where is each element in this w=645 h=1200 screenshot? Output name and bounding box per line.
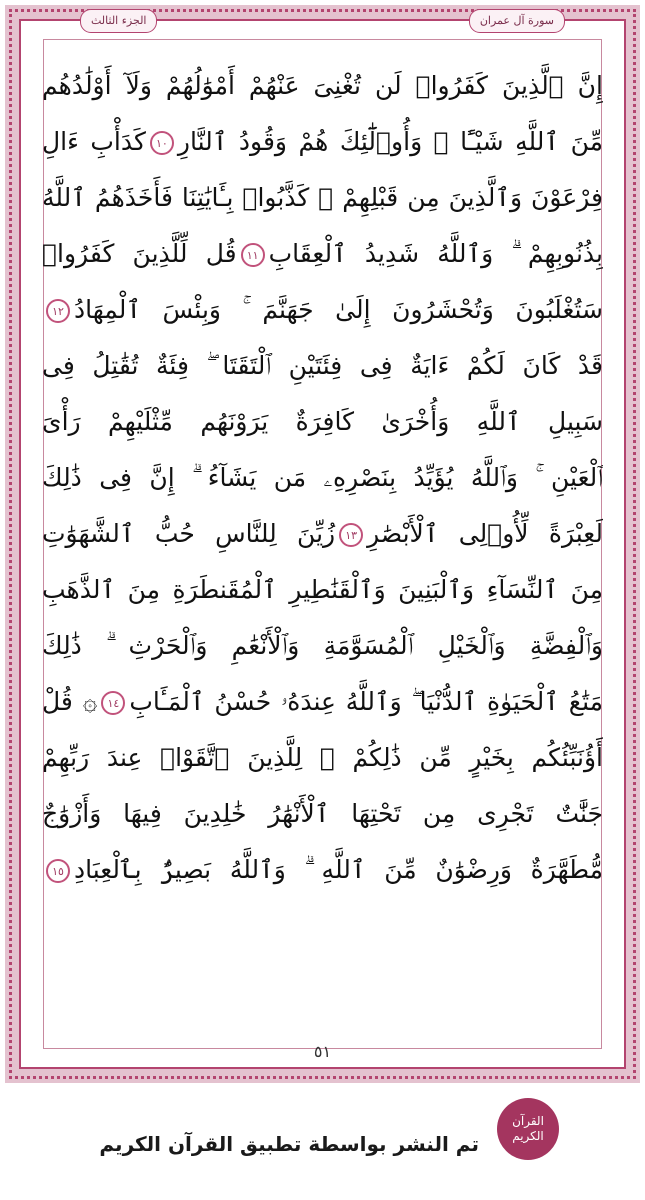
verse-text: بِذُنُوبِهِمْ ۗ وَٱللَّهُ شَدِيدُ ٱلْعِقَابِ <box>268 239 603 268</box>
verse-line <box>42 450 603 506</box>
verse-line <box>42 674 603 730</box>
verse-text: مُّطَهَّرَةٌ وَرِضْوَٰنٌ مِّنَ ٱللَّهِ ۗ وَٱللَّهُ بَصِيرٌۢ بِٱلْعِبَادِ <box>74 855 603 884</box>
verse-text: أَؤُنَبِّئُكُم بِخَيْرٍ مِّن ذَٰلِكُمْ ۚ لِلَّذِينَ ٱتَّقَوْا۟ عِندَ رَبِّهِمْ <box>42 743 603 772</box>
verse-text-continued: ۞ قُلْ <box>42 687 98 716</box>
verse-text: جَنَّٰتٌ تَجْرِى مِن تَحْتِهَا ٱلْأَنْهَٰرُ خَٰلِدِينَ فِيهَا وَأَزْوَٰجٌ <box>42 799 603 828</box>
verse-text: فِرْعَوْنَ وَٱلَّذِينَ مِن قَبْلِهِمْ ۚ كَذَّبُوا۟ بِـَٔايَٰتِنَا فَأَخَذَهُمُ ٱللَّهُ <box>42 183 603 212</box>
verse-line <box>42 282 603 338</box>
verse-text: وَٱلْفِضَّةِ وَٱلْخَيْلِ ٱلْمُسَوَّمَةِ وَٱلْأَنْعَٰمِ وَٱلْحَرْثِ ۗ ذَٰلِكَ <box>42 631 603 660</box>
verse-text: مَتَٰعُ ٱلْحَيَوٰةِ ٱلدُّنْيَا ۖ وَٱللَّهُ عِندَهُۥ حُسْنُ ٱلْمَـَٔابِ <box>129 687 603 716</box>
verse-line <box>42 114 603 170</box>
verse-text-continued: زُيِّنَ لِلنَّاسِ حُبُّ ٱلشَّهَوَٰتِ <box>42 519 336 548</box>
juz-label: الجزء الثالث <box>80 9 157 33</box>
quran-app-logo-icon[interactable] <box>497 1098 559 1160</box>
verse-line <box>42 562 603 618</box>
verse-text: ٱلْعَيْنِ ۚ وَٱللَّهُ يُؤَيِّدُ بِنَصْرِهِۦ مَن يَشَآءُ ۗ إِنَّ فِى ذَٰلِكَ <box>42 463 603 492</box>
verse-text: مِنَ ٱلنِّسَآءِ وَٱلْبَنِينَ وَٱلْقَنَٰطِيرِ ٱلْمُقَنطَرَةِ مِنَ ٱلذَّهَبِ <box>42 575 603 604</box>
verse-text: سَتُغْلَبُونَ وَتُحْشَرُونَ إِلَىٰ جَهَنَّمَ ۚ وَبِئْسَ ٱلْمِهَادُ <box>74 295 603 324</box>
verse-line <box>42 58 603 114</box>
page-number: ٥١ <box>313 1042 332 1061</box>
verse-line <box>42 842 603 898</box>
logo-line-2: الكريم <box>512 1129 544 1143</box>
verse-text-continued: قُل لِّلَّذِينَ كَفَرُوا۟ <box>42 239 237 268</box>
verse-line <box>42 338 603 394</box>
footer-text: تم النشر بواسطة تطبيق القرآن الكريم <box>99 1132 479 1156</box>
ayah-number-marker: ١٢ <box>46 299 70 323</box>
verse-line <box>42 394 603 450</box>
verse-text: سَبِيلِ ٱللَّهِ وَأُخْرَىٰ كَافِرَةٌ يَرَوْنَهُم مِّثْلَيْهِمْ رَأْىَ <box>42 407 603 436</box>
page-header <box>80 9 565 33</box>
ayah-number-marker: ١٣ <box>339 523 363 547</box>
logo-line-1: القرآن <box>512 1114 544 1128</box>
surah-label: سورة آل عمران <box>469 9 565 33</box>
verse-line <box>42 730 603 786</box>
verses-block <box>42 58 603 898</box>
verse-text: لَعِبْرَةً لِّأُو۟لِى ٱلْأَبْصَٰرِ <box>367 519 603 548</box>
verse-line <box>42 170 603 226</box>
verse-line <box>42 618 603 674</box>
ayah-number-marker: ١٥ <box>46 859 70 883</box>
verse-line <box>42 786 603 842</box>
verse-text: مِّنَ ٱللَّهِ شَيْـًٔا ۖ وَأُو۟لَٰٓئِكَ هُمْ وَقُودُ ٱلنَّارِ <box>177 127 603 156</box>
verse-text: قَدْ كَانَ لَكُمْ ءَايَةٌ فِى فِئَتَيْنِ ٱلْتَقَتَا ۖ فِئَةٌ تُقَٰتِلُ فِى <box>42 351 603 380</box>
verse-line <box>42 506 603 562</box>
ayah-number-marker: ١٤ <box>101 691 125 715</box>
ayah-number-marker: ١١ <box>241 243 265 267</box>
verse-text-continued: كَدَأْبِ ءَالِ <box>42 127 146 156</box>
verse-line <box>42 226 603 282</box>
verse-text: إِنَّ ٱلَّذِينَ كَفَرُوا۟ لَن تُغْنِىَ عَنْهُمْ أَمْوَٰلُهُمْ وَلَآ أَوْلَٰدُهُم <box>42 71 603 100</box>
ayah-number-marker: ١٠ <box>150 131 174 155</box>
